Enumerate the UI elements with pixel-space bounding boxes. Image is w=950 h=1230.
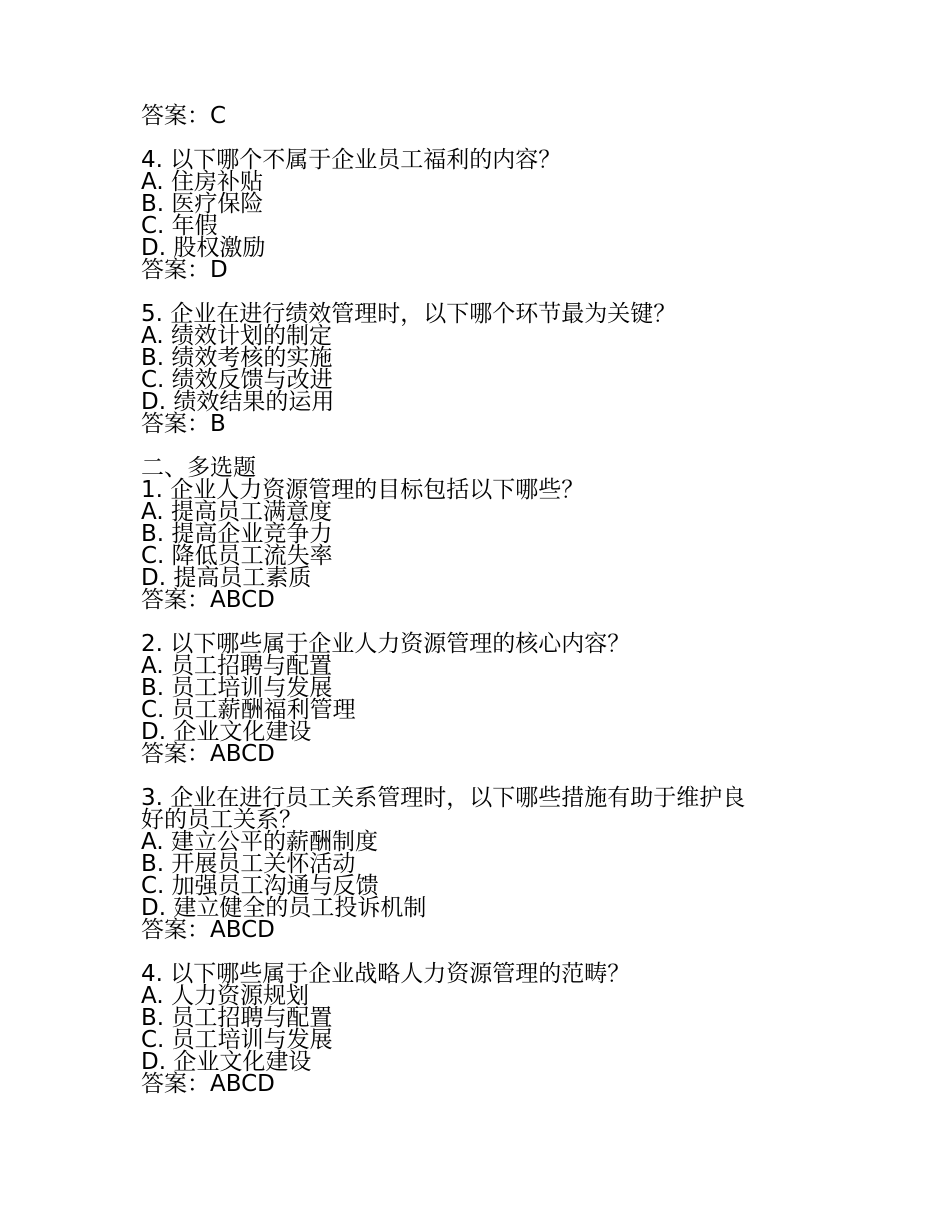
spacer: [141, 941, 821, 963]
option-b: B. 提高企业竞争力: [141, 521, 333, 547]
option-c: C. 降低员工流失率: [141, 543, 333, 569]
question-text: 4. 以下哪个不属于企业员工福利的内容？: [141, 147, 562, 173]
answer-line: 答案：D: [141, 257, 228, 283]
option-d: D. 企业文化建设: [141, 1049, 312, 1075]
document-page: [141, 105, 821, 1095]
spacer: [141, 611, 821, 633]
question-text: 5. 企业在进行绩效管理时，以下哪个环节最为关键？: [141, 301, 677, 327]
option-a: A. 人力资源规划: [141, 983, 309, 1009]
option-a: A. 住房补贴: [141, 169, 263, 195]
option-a: A. 提高员工满意度: [141, 499, 332, 525]
answer-line: 答案：B: [141, 411, 226, 437]
option-c: C. 员工培训与发展: [141, 1027, 333, 1053]
spacer: [141, 765, 821, 787]
option-b: B. 员工招聘与配置: [141, 1005, 333, 1031]
spacer: [141, 281, 821, 303]
answer-line: 答案：ABCD: [141, 1071, 275, 1097]
option-a: A. 员工招聘与配置: [141, 653, 332, 679]
spacer: [141, 435, 821, 457]
answer-line: 答案：ABCD: [141, 917, 275, 943]
answer-line: 答案：C: [141, 103, 227, 129]
option-d: D. 绩效结果的运用: [141, 389, 335, 415]
option-d: D. 建立健全的员工投诉机制: [141, 895, 427, 921]
question-text: 1. 企业人力资源管理的目标包括以下哪些？: [141, 477, 585, 503]
option-b: B. 医疗保险: [141, 191, 264, 217]
question-text: 4. 以下哪些属于企业战略人力资源管理的范畴？: [141, 961, 631, 987]
option-c: C. 员工薪酬福利管理: [141, 697, 356, 723]
option-d: D. 股权激励: [141, 235, 266, 261]
option-d: D. 企业文化建设: [141, 719, 312, 745]
section-title: 二、多选题: [141, 455, 256, 481]
option-a: A. 绩效计划的制定: [141, 323, 332, 349]
option-b: B. 员工培训与发展: [141, 675, 333, 701]
answer-line: 答案：ABCD: [141, 741, 275, 767]
option-c: C. 加强员工沟通与反馈: [141, 873, 379, 899]
option-d: D. 提高员工素质: [141, 565, 312, 591]
option-b: B. 绩效考核的实施: [141, 345, 333, 371]
question-text: 3. 企业在进行员工关系管理时，以下哪些措施有助于维护良: [141, 785, 746, 811]
answer-line: 答案：ABCD: [141, 587, 275, 613]
question-text-continued: 好的员工关系？: [141, 807, 302, 833]
option-a: A. 建立公平的薪酬制度: [141, 829, 378, 855]
spacer: [141, 127, 821, 149]
question-text: 2. 以下哪些属于企业人力资源管理的核心内容？: [141, 631, 631, 657]
option-c: C. 年假: [141, 213, 218, 239]
option-c: C. 绩效反馈与改进: [141, 367, 333, 393]
option-b: B. 开展员工关怀活动: [141, 851, 356, 877]
